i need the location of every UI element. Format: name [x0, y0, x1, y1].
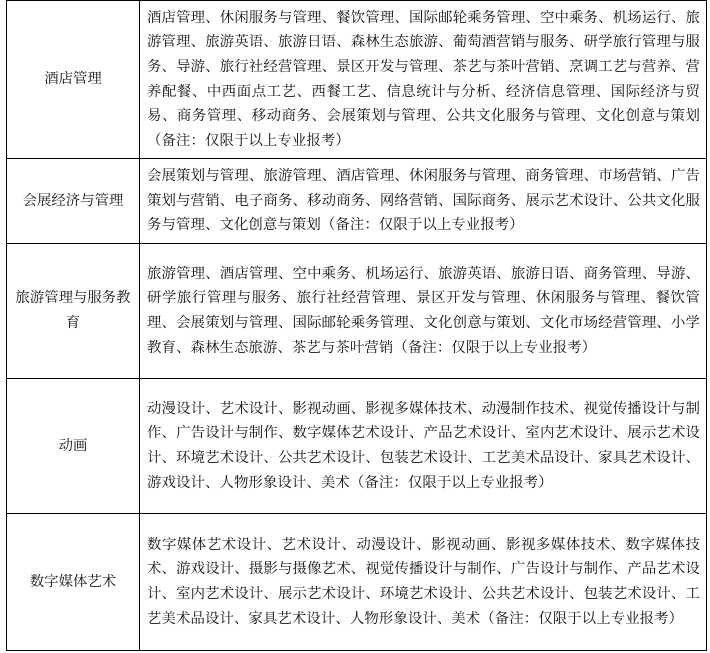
major-name-cell: 动画: [7, 379, 140, 514]
major-name-cell: 旅游管理与服务教育: [7, 244, 140, 379]
table-row: [7, 514, 707, 651]
table-row: [7, 159, 707, 244]
table-row: [7, 1, 707, 159]
major-name-cell: 会展经济与管理: [7, 159, 140, 244]
major-name-cell: 数字媒体艺术: [7, 514, 140, 651]
table-row: [7, 244, 707, 379]
allowed-majors-cell: 动漫设计、艺术设计、影视动画、影视多媒体技术、动漫制作技术、视觉传播设计与制作、广告设计与制作、数字媒体艺术设计、产品艺术设计、室内艺术设计、展示艺术设计、环境艺术设计、公共艺术设计、包装艺术设计、工艺美术品设计、家具艺术设计、游戏设计、人物形象设计、美术（备注：仅限于以上专业报考）: [140, 379, 707, 514]
major-name-cell: 酒店管理: [7, 1, 140, 159]
allowed-majors-cell: 旅游管理、酒店管理、空中乘务、机场运行、旅游英语、旅游日语、商务管理、导游、研学旅行管理与服务、旅行社经营管理、景区开发与管理、休闲服务与管理、餐饮管理、会展策划与管理、国际邮轮乘务管理、文化创意与策划、文化市场经营管理、小学教育、森林生态旅游、茶艺与茶叶营销（备注：仅限于以上专业报考）: [140, 244, 707, 379]
majors-table: [6, 0, 707, 651]
allowed-majors-cell: 数字媒体艺术设计、艺术设计、动漫设计、影视动画、影视多媒体技术、数字媒体技术、游戏设计、摄影与摄像艺术、视觉传播设计与制作、广告设计与制作、产品艺术设计、室内艺术设计、展示艺术设计、环境艺术设计、公共艺术设计、包装艺术设计、工艺美术品设计、家具艺术设计、人物形象设计、美术（备注：仅限于以上专业报考）: [140, 514, 707, 651]
table-row: [7, 379, 707, 514]
allowed-majors-cell: 会展策划与管理、旅游管理、酒店管理、休闲服务与管理、商务管理、市场营销、广告策划与营销、电子商务、移动商务、网络营销、国际商务、展示艺术设计、公共文化服务与管理、文化创意与策划（备注：仅限于以上专业报考）: [140, 159, 707, 244]
allowed-majors-cell: 酒店管理、休闲服务与管理、餐饮管理、国际邮轮乘务管理、空中乘务、机场运行、旅游管理、旅游英语、旅游日语、森林生态旅游、葡萄酒营销与服务、研学旅行管理与服务、导游、旅行社经营管理、景区开发与管理、茶艺与茶叶营销、烹调工艺与营养、营养配餐、中西面点工艺、西餐工艺、信息统计与分析、经济信息管理、国际经济与贸易、商务管理、移动商务、会展策划与管理、公共文化服务与管理、文化创意与策划（备注：仅限于以上专业报考）: [140, 1, 707, 159]
